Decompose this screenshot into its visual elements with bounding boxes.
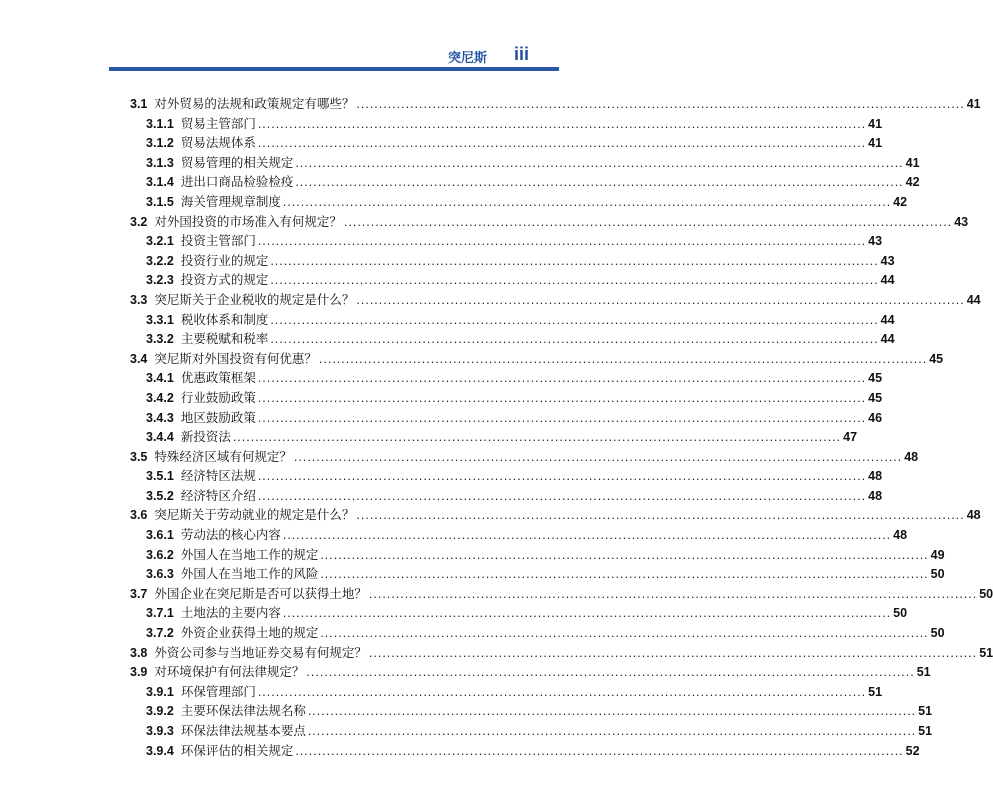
- toc-entry-number: 3.3.2: [146, 332, 174, 347]
- toc-entry[interactable]: [130, 585, 993, 605]
- toc-entry-number: 3.2.3: [146, 273, 174, 288]
- toc-entry[interactable]: [130, 115, 883, 135]
- toc-entry[interactable]: [130, 311, 895, 331]
- toc-entry[interactable]: [130, 742, 920, 762]
- toc-entry-title: 行业鼓励政策: [180, 390, 256, 405]
- toc-entry-title: 环保评估的相关规定: [180, 743, 294, 758]
- toc-entry[interactable]: [130, 506, 981, 526]
- toc-entry-page: 44: [880, 273, 895, 288]
- toc-entry[interactable]: [130, 683, 883, 703]
- toc-entry-page: 47: [843, 430, 858, 445]
- toc-entry-number: 3.1: [130, 97, 148, 111]
- toc-entry-page: 49: [930, 547, 945, 562]
- toc-entry[interactable]: [130, 232, 883, 252]
- toc-entry[interactable]: [130, 624, 945, 644]
- dot-leader: [270, 311, 878, 331]
- toc-entry-page: 52: [905, 743, 920, 758]
- toc-entry-number: 3.9.4: [146, 743, 174, 758]
- toc-entry[interactable]: [130, 448, 919, 468]
- dot-leader: [295, 173, 903, 193]
- toc-entry[interactable]: [130, 546, 945, 566]
- toc-entry-title: 环保法律法规基本要点: [180, 724, 306, 738]
- dot-leader: [258, 389, 866, 409]
- toc-entry-title: 土地法的主要内容: [180, 606, 281, 621]
- toc-entry-page: 43: [868, 234, 883, 249]
- dot-leader: [233, 428, 841, 448]
- toc-entry[interactable]: [130, 271, 895, 291]
- toc-entry-title: 外国企业在突尼斯是否可以获得土地？: [154, 586, 367, 601]
- toc-entry-title: 外资企业获得土地的规定: [180, 626, 319, 641]
- header-rule: [109, 67, 559, 71]
- dot-leader: [258, 369, 866, 389]
- toc-entry-title: 突尼斯关于企业税收的规定是什么？: [154, 292, 355, 307]
- dot-leader: [258, 683, 866, 703]
- toc-entry-page: 42: [893, 194, 908, 209]
- dot-leader: [295, 742, 903, 762]
- dot-leader: [356, 506, 964, 526]
- toc-entry-page: 51: [918, 704, 933, 719]
- toc-entry-page: 51: [918, 724, 933, 738]
- toc-entry-number: 3.1.4: [146, 175, 174, 190]
- dot-leader: [258, 232, 866, 252]
- toc-entry[interactable]: [130, 95, 981, 115]
- toc-entry-number: 3.9: [130, 665, 148, 680]
- running-header-title: 突尼斯: [447, 50, 487, 65]
- toc-entry[interactable]: [130, 702, 933, 722]
- toc-entry-page: 46: [868, 410, 883, 425]
- toc-entry-page: 41: [966, 97, 981, 111]
- toc-entry-page: 45: [868, 371, 883, 386]
- dot-leader: [320, 546, 928, 566]
- toc-entry-page: 50: [979, 586, 993, 601]
- toc-entry[interactable]: [130, 252, 895, 272]
- toc-entry-title: 投资行业的规定: [180, 253, 269, 268]
- toc-entry-title: 投资主管部门: [180, 234, 256, 249]
- toc-entry-number: 3.4: [130, 351, 148, 366]
- toc-entry-number: 3.6: [130, 508, 148, 523]
- toc-entry[interactable]: [130, 722, 933, 742]
- toc-entry[interactable]: [130, 154, 920, 174]
- dot-leader: [308, 702, 916, 722]
- toc-entry[interactable]: [130, 330, 895, 350]
- dot-leader: [283, 193, 891, 213]
- toc-entry-number: 3.5.2: [146, 488, 174, 503]
- toc-entry-page: 50: [893, 606, 908, 621]
- toc-entry-page: 51: [979, 645, 993, 660]
- toc-entry-title: 外资公司参与当地证券交易有何规定？: [154, 645, 367, 660]
- toc-entry-number: 3.4.4: [146, 430, 174, 445]
- toc-entry-page: 43: [880, 253, 895, 268]
- toc-entry-number: 3.4.2: [146, 390, 174, 405]
- toc-entry[interactable]: [130, 409, 883, 429]
- dot-leader: [270, 271, 878, 291]
- toc-entry-page: 44: [880, 312, 895, 327]
- toc-entry-title: 贸易管理的相关规定: [180, 155, 294, 170]
- toc-entry-page: 48: [893, 528, 908, 543]
- toc-entry-number: 3.1.5: [146, 194, 174, 209]
- toc-entry-page: 45: [929, 351, 944, 366]
- toc-entry[interactable]: [130, 428, 858, 448]
- toc-entry-title: 贸易主管部门: [180, 116, 256, 131]
- dot-leader: [369, 585, 977, 605]
- dot-leader: [270, 252, 878, 272]
- toc-entry[interactable]: [130, 644, 993, 664]
- toc-entry-number: 3.6.2: [146, 547, 174, 562]
- toc-entry-title: 主要环保法律法规名称: [180, 704, 306, 719]
- toc-entry-number: 3.1.1: [146, 116, 174, 131]
- toc-entry-title: 海关管理规章制度: [180, 194, 281, 209]
- toc-entry-number: 3.9.1: [146, 684, 174, 699]
- toc-entry-number: 3.3: [130, 292, 148, 307]
- toc-entry-title: 外国人在当地工作的风险: [180, 567, 319, 582]
- toc-entry-title: 对环境保护有何法律规定？: [154, 665, 305, 680]
- toc-entry-title: 外国人在当地工作的规定: [180, 547, 319, 562]
- dot-leader: [295, 154, 903, 174]
- toc-entry-number: 3.1.2: [146, 136, 174, 151]
- toc-entry-title: 对外国投资的市场准入有何规定？: [154, 214, 342, 229]
- toc-entry-title: 对外贸易的法规和政策规定有哪些？: [154, 97, 355, 111]
- dot-leader: [320, 624, 928, 644]
- toc-entry-title: 突尼斯对外国投资有何优惠？: [154, 351, 317, 366]
- toc-entry-number: 3.1.3: [146, 155, 174, 170]
- toc-entry[interactable]: [130, 604, 908, 624]
- toc-entry-page: 48: [868, 488, 883, 503]
- toc-entry-title: 突尼斯关于劳动就业的规定是什么？: [154, 508, 355, 523]
- dot-leader: [270, 330, 878, 350]
- toc-entry-page: 41: [868, 136, 883, 151]
- dot-leader: [306, 663, 914, 683]
- toc-entry[interactable]: [130, 389, 883, 409]
- toc-entry-page: 42: [905, 175, 920, 190]
- toc-entry-number: 3.7.2: [146, 626, 174, 641]
- toc-entry-title: 经济特区法规: [180, 469, 256, 484]
- dot-leader: [369, 644, 977, 664]
- dot-leader: [258, 487, 866, 507]
- dot-leader: [356, 291, 964, 311]
- toc-entry-number: 3.8: [130, 645, 148, 660]
- toc-entry-page: 50: [930, 626, 945, 641]
- toc-entry-page: 44: [880, 332, 895, 347]
- dot-leader: [258, 409, 866, 429]
- toc-entry[interactable]: [130, 526, 908, 546]
- toc-entry-number: 3.2: [130, 214, 148, 229]
- toc-entry-title: 环保管理部门: [180, 684, 256, 699]
- toc-entry-title: 贸易法规体系: [180, 136, 256, 151]
- toc-entry[interactable]: [130, 350, 944, 370]
- page-number: iii: [513, 44, 529, 64]
- toc-entry[interactable]: [130, 291, 981, 311]
- toc-entry-number: 3.7.1: [146, 606, 174, 621]
- dot-leader: [356, 95, 964, 115]
- toc-entry-page: 51: [868, 684, 883, 699]
- dot-leader: [258, 134, 866, 154]
- toc-entry-number: 3.6.3: [146, 567, 174, 582]
- toc-entry-page: 48: [904, 449, 919, 464]
- dot-leader: [294, 448, 902, 468]
- toc-entry-title: 进出口商品检验检疫: [180, 175, 294, 190]
- toc-entry-title: 经济特区介绍: [180, 488, 256, 503]
- toc-entry-title: 投资方式的规定: [180, 273, 269, 288]
- toc-entry-page: 45: [868, 390, 883, 405]
- toc-entry-number: 3.5.1: [146, 469, 174, 484]
- toc-entry-number: 3.4.3: [146, 410, 174, 425]
- dot-leader: [258, 467, 866, 487]
- toc-entry-page: 44: [966, 292, 981, 307]
- toc-entry-title: 新投资法: [180, 430, 231, 445]
- dot-leader: [258, 115, 866, 135]
- toc-entry[interactable]: [130, 487, 883, 507]
- toc-entry[interactable]: [130, 565, 945, 585]
- toc-entry-number: 3.6.1: [146, 528, 174, 543]
- toc-entry-title: 优惠政策框架: [180, 371, 256, 386]
- toc-entry-page: 50: [930, 567, 945, 582]
- toc-entry-number: 3.2.1: [146, 234, 174, 249]
- dot-leader: [319, 350, 927, 370]
- toc-entry-number: 3.5: [130, 449, 148, 464]
- toc-entry-title: 主要税赋和税率: [180, 332, 269, 347]
- toc-entry-page: 41: [868, 116, 883, 131]
- toc-entry[interactable]: [130, 134, 883, 154]
- toc-entry-page: 41: [905, 155, 920, 170]
- toc-entry-title: 税收体系和制度: [180, 312, 269, 327]
- toc-entry[interactable]: [130, 369, 883, 389]
- dot-leader: [344, 213, 952, 233]
- toc-entry[interactable]: [130, 173, 920, 193]
- toc-entry-page: 48: [966, 508, 981, 523]
- toc-entry[interactable]: [130, 213, 969, 233]
- toc-entry[interactable]: [130, 193, 908, 213]
- toc-entry-title: 劳动法的核心内容: [180, 528, 281, 543]
- toc-entry-title: 特殊经济区域有何规定？: [154, 449, 292, 464]
- toc-entry-number: 3.2.2: [146, 253, 174, 268]
- table-of-contents: [130, 95, 993, 761]
- dot-leader: [308, 722, 916, 742]
- toc-entry-number: 3.4.1: [146, 371, 174, 386]
- toc-entry-title: 地区鼓励政策: [180, 410, 256, 425]
- dot-leader: [283, 604, 891, 624]
- toc-entry-number: 3.9.2: [146, 704, 174, 719]
- toc-entry[interactable]: [130, 467, 883, 487]
- toc-entry-page: 48: [868, 469, 883, 484]
- dot-leader: [283, 526, 891, 546]
- toc-entry-page: 43: [954, 214, 969, 229]
- toc-entry-page: 51: [916, 665, 931, 680]
- dot-leader: [320, 565, 928, 585]
- toc-entry[interactable]: [130, 663, 931, 683]
- toc-entry-number: 3.9.3: [146, 724, 174, 738]
- toc-entry-number: 3.7: [130, 586, 148, 601]
- toc-entry-number: 3.3.1: [146, 312, 174, 327]
